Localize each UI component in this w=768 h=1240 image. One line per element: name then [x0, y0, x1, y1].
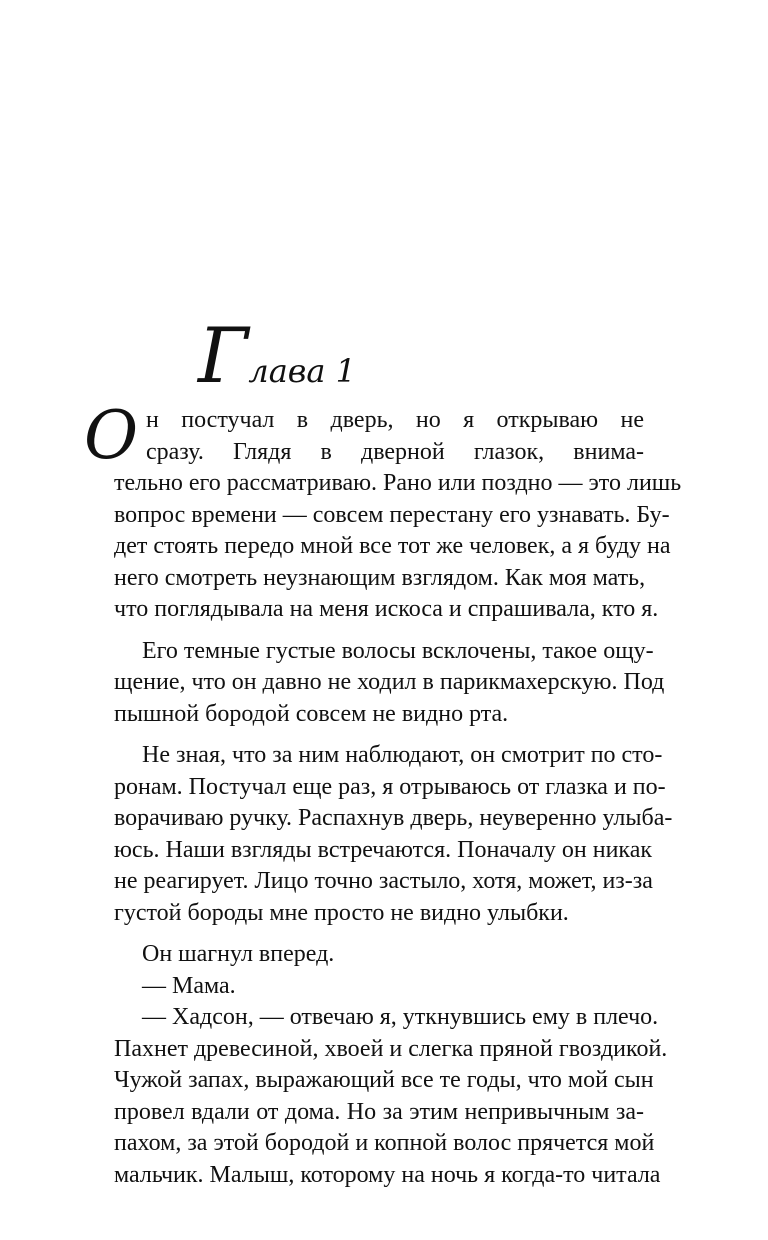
text-line: Не зная, что за ним наблюдают, он смотрит по сто- — [142, 742, 663, 768]
text-line: него смотреть неузнающим взглядом. Как моя мать, — [114, 564, 646, 591]
chapter-body — [84, 397, 682, 1191]
paragraph — [114, 971, 644, 1003]
chapter-title — [198, 311, 357, 400]
text-line: пышной бородой совсем не видно рта. — [114, 700, 509, 727]
text-line: не реагирует. Лицо точно застыло, хотя, может, из-за — [114, 868, 653, 894]
text-line: юсь. Наши взгляды встречаются. Поначалу он никак — [114, 836, 653, 863]
text-line: н постучал в дверь, но я открываю не — [146, 407, 644, 433]
paragraph — [114, 740, 673, 929]
text-line: — Хадсон, — отвечаю я, уткнувшись ему в плечо. — [142, 1004, 659, 1030]
text-line: ронам. Постучал еще раз, я отрываюсь от глазка и по- — [114, 773, 666, 800]
text-line: ворачиваю ручку. Распахнув дверь, неуверенно улыба- — [114, 805, 673, 831]
text-line: провел вдали от дома. Но за этим непривычным за- — [114, 1098, 644, 1125]
text-line: вопрос времени — совсем перестану его узнавать. Бу- — [114, 501, 670, 528]
paragraph — [114, 939, 644, 971]
text-line: Чужой запах, выражающий все те годы, что мой сын — [114, 1067, 654, 1093]
text-line: сразу. Глядя в дверной глазок, внима- — [146, 438, 644, 465]
chapter-title-rest: лава 1 — [248, 352, 357, 390]
text-line: Его темные густые волосы всклочены, такое ощу- — [142, 637, 654, 664]
text-line: Пахнет древесиной, хвоей и слегка пряной гвоздикой. — [114, 1035, 668, 1062]
chapter-title-capital: Г — [198, 311, 249, 400]
paragraph — [84, 397, 682, 626]
text-line: Он шагнул вперед. — [142, 941, 335, 967]
text-line: тельно его рассматриваю. Рано или поздно — это лишь — [114, 470, 682, 496]
text-line: — Мама. — [142, 972, 236, 999]
drop-cap: О — [84, 397, 139, 474]
paragraph — [114, 636, 665, 731]
text-line: густой бороды мне просто не видно улыбки. — [114, 899, 569, 926]
paragraph — [114, 1002, 668, 1191]
text-line: пахом, за этой бородой и копной волос прячется мой — [114, 1130, 655, 1156]
text-line: мальчик. Малыш, которому на ночь я когда-то читала — [114, 1161, 661, 1188]
text-line: щение, что он давно не ходил в парикмахерскую. Под — [114, 669, 665, 695]
text-line: что поглядывала на меня искоса и спрашивала, кто я. — [114, 596, 659, 622]
text-line: дет стоять передо мной все тот же человек, а я буду на — [114, 533, 671, 559]
